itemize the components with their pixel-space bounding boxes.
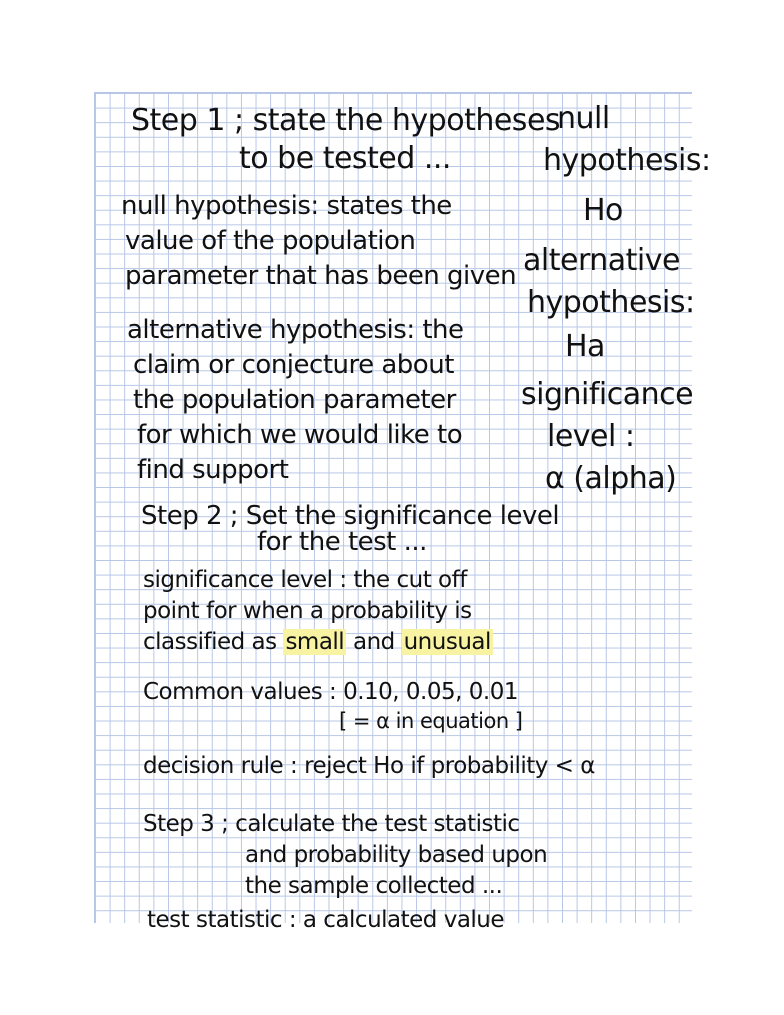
sidebar-null-hypothesis: hypothesis: bbox=[543, 143, 711, 178]
highlight-unusual: unusual bbox=[403, 629, 491, 655]
alt-def-line4: for which we would like to bbox=[137, 420, 463, 450]
highlight-small: small bbox=[285, 629, 345, 655]
null-def-line2: value of the population bbox=[125, 226, 416, 256]
sig-def-line1: significance level : the cut off bbox=[143, 567, 467, 593]
equation-note: [ = α in equation ] bbox=[339, 709, 523, 733]
alt-def-line5: find support bbox=[137, 455, 289, 485]
sidebar-level-word: level : bbox=[547, 419, 635, 454]
sig-def-line3 bbox=[143, 629, 493, 655]
sidebar-alternative-hypothesis: hypothesis: bbox=[527, 285, 695, 320]
cut-off-line bbox=[95, 899, 692, 933]
step3-title-line3: the sample collected ... bbox=[245, 873, 503, 899]
null-def-line1: null hypothesis: states the bbox=[121, 191, 452, 221]
sidebar-alpha-symbol: α (alpha) bbox=[545, 461, 677, 496]
sidebar-null-symbol: Ho bbox=[583, 193, 623, 228]
step1-title-line1: Step 1 ; state the hypotheses bbox=[131, 103, 561, 138]
alt-def-line1: alternative hypothesis: the bbox=[127, 315, 464, 345]
step1-title-line2: to be tested ... bbox=[239, 141, 451, 176]
common-values: Common values : 0.10, 0.05, 0.01 bbox=[143, 679, 518, 705]
step2-title-line1: Step 2 ; Set the significance level bbox=[141, 501, 560, 531]
graph-paper bbox=[94, 92, 711, 933]
step3-title-line2: and probability based upon bbox=[245, 842, 548, 868]
null-def-line3: parameter that has been given bbox=[125, 261, 517, 291]
sig-def-line2: point for when a probability is bbox=[143, 598, 472, 624]
cut-off-text: test statistic : a calculated value bbox=[147, 907, 505, 933]
alt-def-line3: the population parameter bbox=[133, 385, 456, 415]
sidebar-null-word: null bbox=[557, 101, 610, 136]
sidebar-alternative-word: alternative bbox=[523, 243, 680, 278]
decision-rule: decision rule : reject Ho if probability < α bbox=[143, 753, 595, 779]
step3-title-line1: Step 3 ; calculate the test statistic bbox=[143, 811, 520, 837]
sig-def-line3-and: and bbox=[353, 629, 395, 655]
alt-def-line2: claim or conjecture about bbox=[133, 350, 454, 380]
sidebar-significance-word: significance bbox=[521, 377, 694, 412]
sidebar-alt-symbol: Ha bbox=[565, 329, 605, 364]
step2-title-line2: for the test ... bbox=[257, 527, 427, 557]
sig-def-line3-prefix: classified as bbox=[143, 629, 277, 655]
